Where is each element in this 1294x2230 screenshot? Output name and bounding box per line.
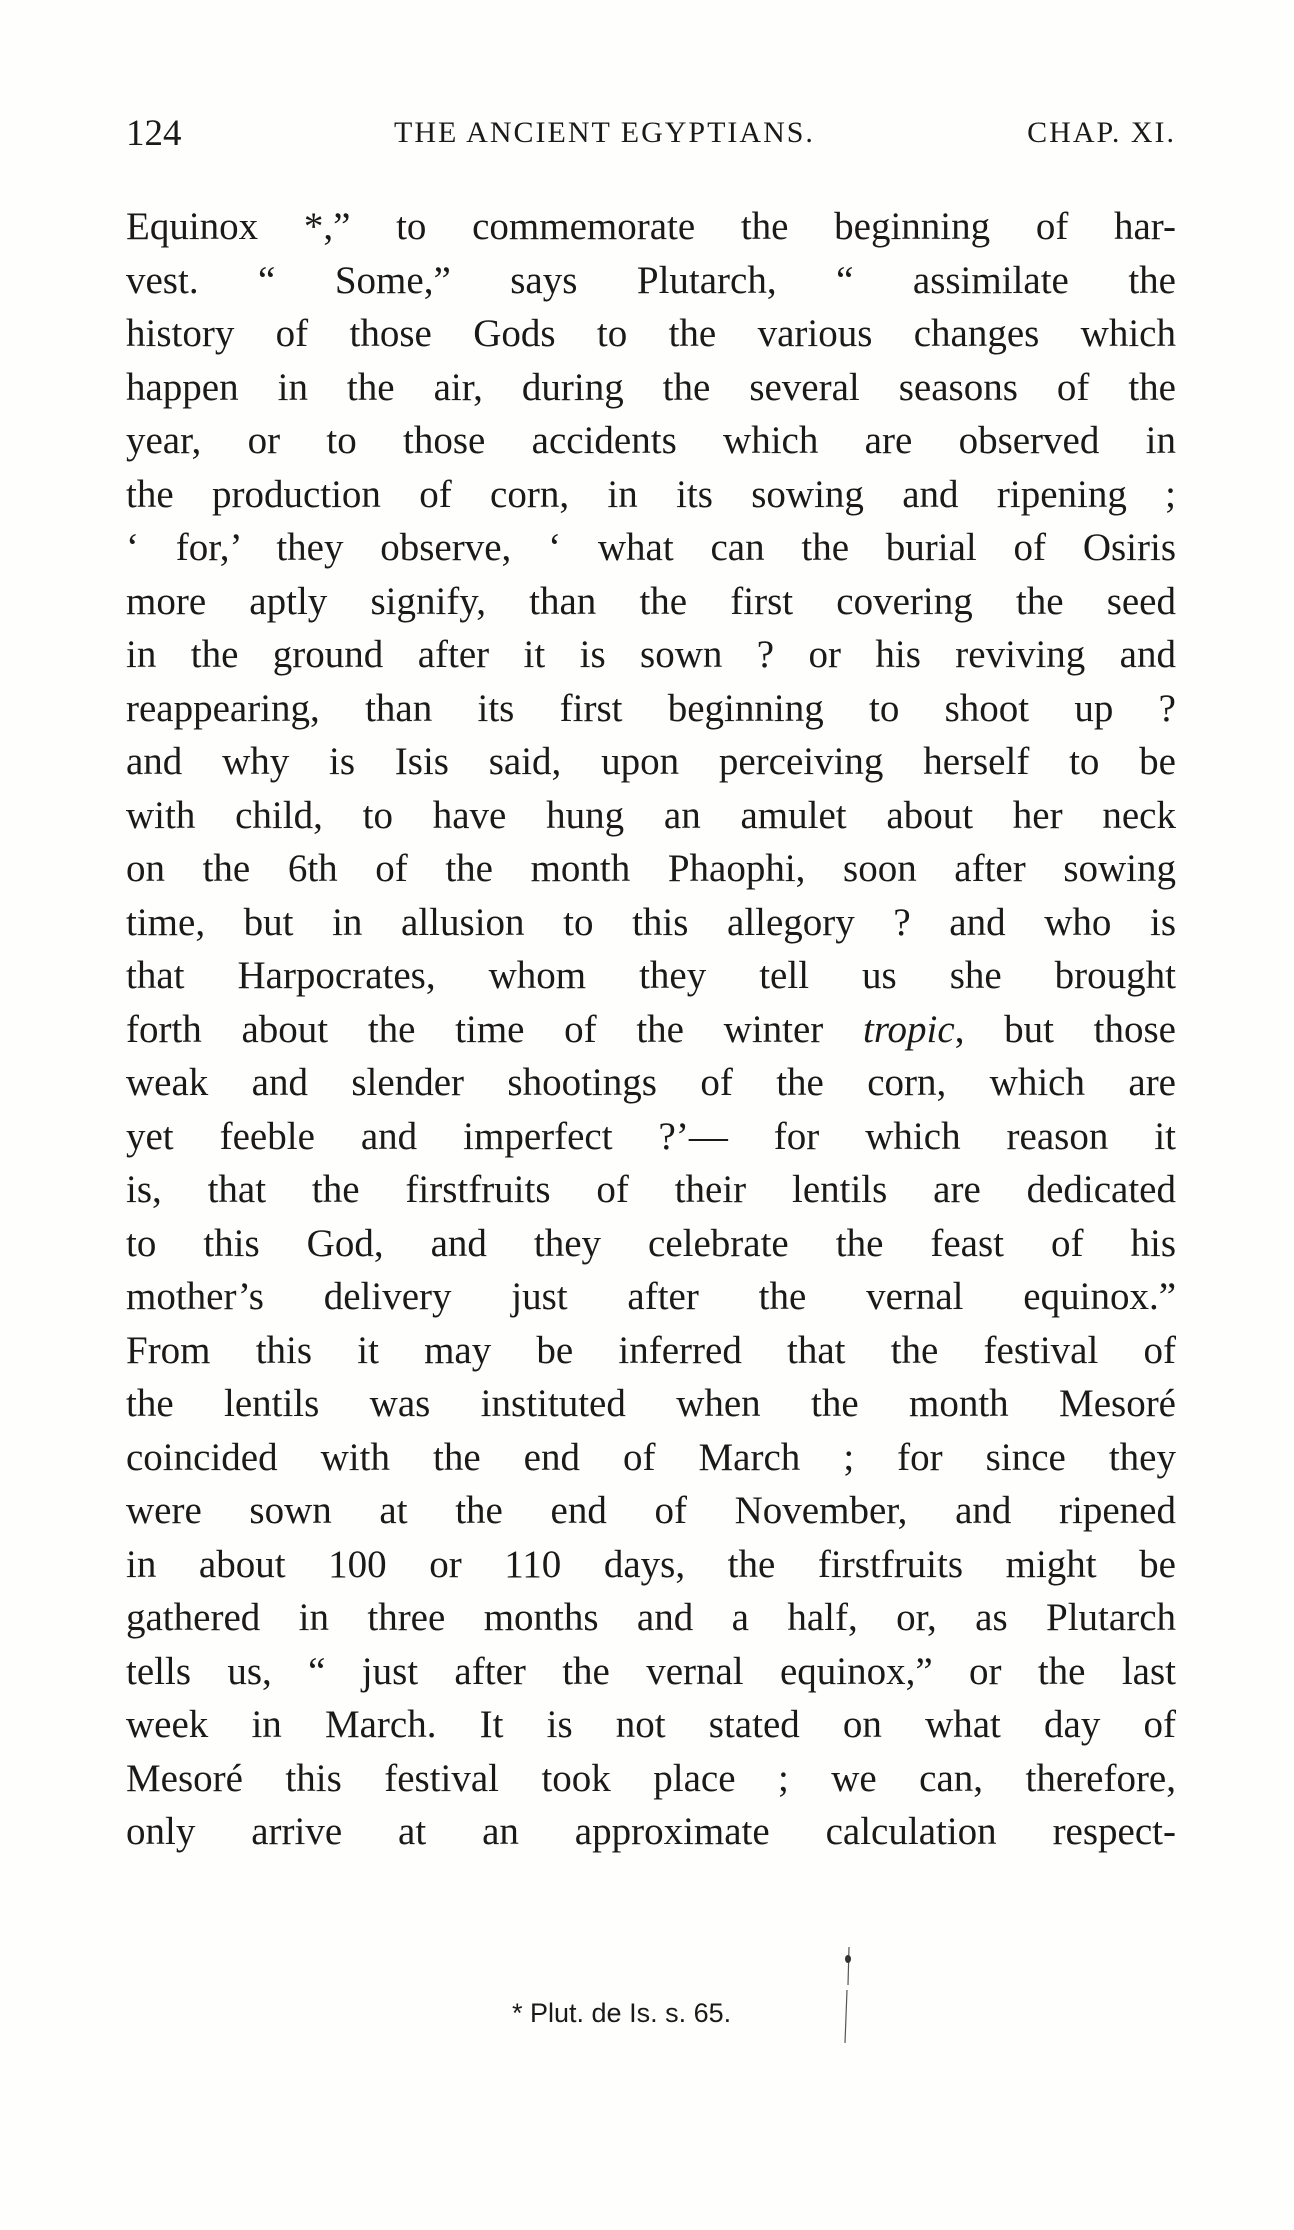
ink-mark xyxy=(842,1945,854,2055)
text-line: is, that the firstfruits of their lentils are dedicated xyxy=(126,1168,1176,1211)
text-line: Equinox *,” to commemorate the beginning of har- xyxy=(126,205,1176,248)
footnote: * Plut. de Is. s. 65. xyxy=(512,1998,732,2028)
line-segment: , but those xyxy=(954,1007,1176,1051)
text-line-with-italic xyxy=(126,1003,1176,1057)
text-line: mother’s delivery just after the vernal equinox.” xyxy=(126,1275,1176,1318)
text-line: vest. “ Some,” says Plutarch, “ assimilate the xyxy=(126,258,1176,302)
text-line: in the ground after it is sown ? or his reviving and xyxy=(126,633,1176,676)
text-line: with child, to have hung an amulet about her neck xyxy=(126,793,1176,837)
text-line: the lentils was instituted when the month Mesoré xyxy=(126,1382,1176,1425)
text-line: coincided with the end of March ; for since they xyxy=(126,1435,1176,1479)
text-line: ‘ for,’ they observe, ‘ what can the burial of Osiris xyxy=(126,526,1176,569)
line-segment: forth about the time of the winter xyxy=(126,1007,863,1051)
text-line: reappearing, than its first beginning to shoot up ? xyxy=(126,686,1176,730)
text-line: that Harpocrates, whom they tell us she brought xyxy=(126,954,1176,997)
text-line: on the 6th of the month Phaophi, soon after sowing xyxy=(126,847,1176,890)
text-line: tells us, “ just after the vernal equinox,” or the last xyxy=(126,1649,1176,1693)
text-line: to this God, and they celebrate the feast of his xyxy=(126,1221,1176,1265)
chapter-label: CHAP. XI. xyxy=(1027,116,1176,149)
text-line: yet feeble and imperfect ?’— for which reason it xyxy=(126,1114,1176,1158)
text-line: more aptly signify, than the first covering the seed xyxy=(126,579,1176,623)
text-line: year, or to those accidents which are observed in xyxy=(126,419,1176,462)
body-text xyxy=(126,200,1176,1859)
text-line: were sown at the end of November, and ripened xyxy=(126,1489,1176,1532)
text-line: From this it may be inferred that the festival of xyxy=(126,1328,1176,1372)
text-line: week in March. It is not stated on what day of xyxy=(126,1703,1176,1746)
text-line: time, but in allusion to this allegory ? and who is xyxy=(126,900,1176,944)
text-line: history of those Gods to the various changes which xyxy=(126,312,1176,355)
text-line: the production of corn, in its sowing and ripening ; xyxy=(126,472,1176,516)
text-line: happen in the air, during the several seasons of the xyxy=(126,365,1176,409)
text-line: only arrive at an approximate calculation respect- xyxy=(126,1810,1176,1853)
text-line: in about 100 or 110 days, the firstfruits might be xyxy=(126,1542,1176,1586)
text-line: Mesoré this festival took place ; we can, therefore, xyxy=(126,1756,1176,1800)
text-line: gathered in three months and a half, or, as Plutarch xyxy=(126,1596,1176,1639)
page-number: 124 xyxy=(126,113,182,154)
running-header xyxy=(126,112,1176,162)
italic-word: tropic xyxy=(862,1007,955,1051)
text-line: weak and slender shootings of the corn, which are xyxy=(126,1061,1176,1104)
text-line: and why is Isis said, upon perceiving herself to be xyxy=(126,740,1176,783)
running-title: THE ANCIENT EGYPTIANS. xyxy=(394,116,815,149)
